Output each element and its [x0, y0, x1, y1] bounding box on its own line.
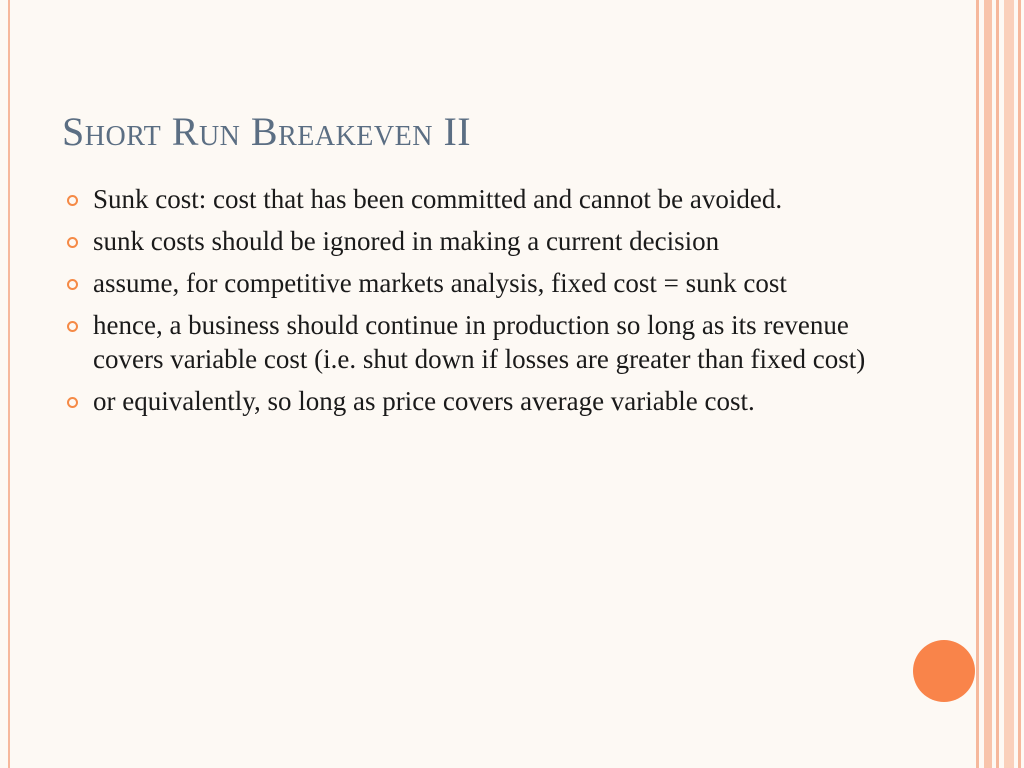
bullet-text: sunk costs should be ignored in making a current decision [93, 226, 720, 256]
orange-circle-decoration [913, 640, 975, 702]
bullet-item [64, 182, 879, 216]
decorative-stripes [974, 0, 1024, 768]
bullet-text: Sunk cost: cost that has been committed and cannot be avoided. [93, 184, 783, 214]
stripe [1018, 0, 1021, 768]
stripe [1004, 0, 1014, 768]
bullet-text: hence, a business should continue in production so long as its revenue covers variable cost (i.e. shut down if losses are greater than fixed cost) [93, 310, 866, 374]
stripe [976, 0, 979, 768]
stripe [984, 0, 992, 768]
ring-bullet-icon [67, 195, 78, 206]
bullet-item [64, 224, 879, 258]
bullet-item [64, 384, 879, 418]
stripe [996, 0, 999, 768]
bullet-item [64, 308, 879, 376]
ring-bullet-icon [67, 397, 78, 408]
left-border-line [8, 0, 10, 768]
bullet-text: assume, for competitive markets analysis, fixed cost = sunk cost [93, 268, 787, 298]
ring-bullet-icon [67, 237, 78, 248]
slide-title: Short Run Breakeven II [62, 109, 472, 154]
bullet-list [64, 182, 879, 426]
bullet-text: or equivalently, so long as price covers average variable cost. [93, 386, 755, 416]
bullet-item [64, 266, 879, 300]
ring-bullet-icon [67, 321, 78, 332]
ring-bullet-icon [67, 279, 78, 290]
